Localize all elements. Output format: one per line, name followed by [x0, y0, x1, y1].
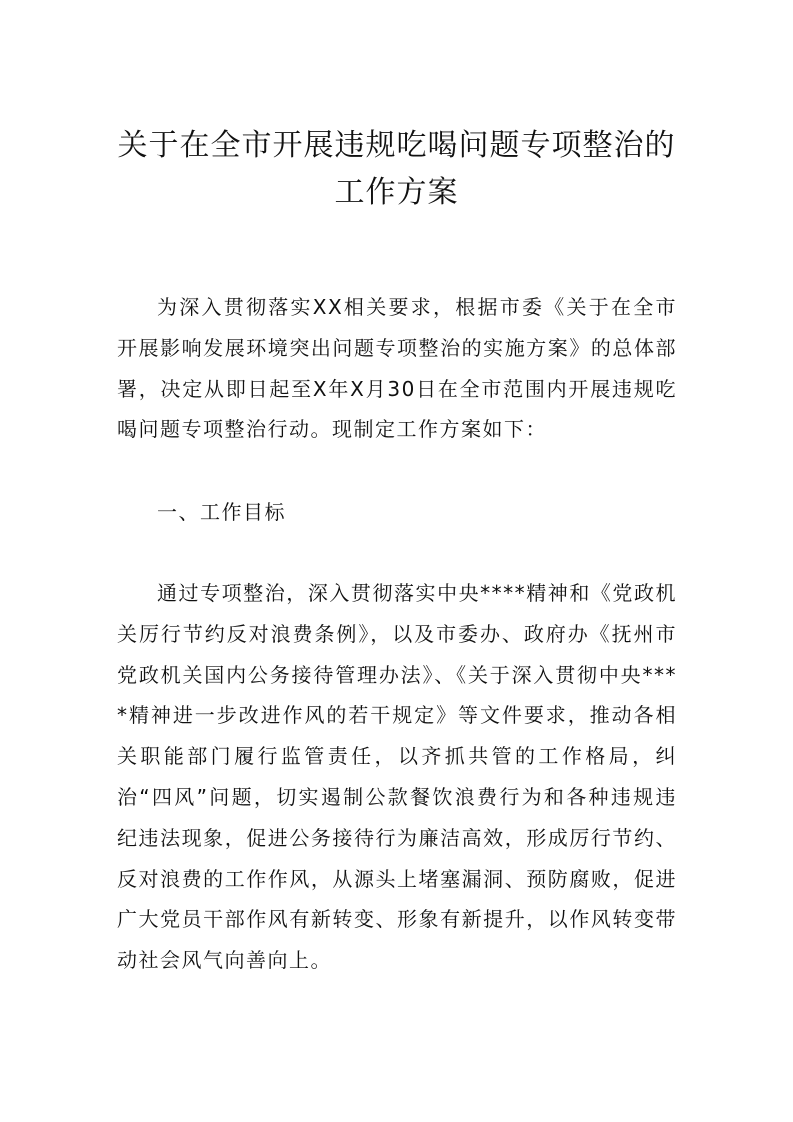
section-1-body: 通过专项整治，深入贯彻落实中央****精神和《党政机关厉行节约反对浪费条例》，以及市委办、政府办《抚州市党政机关国内公务接待管理办法》、《关于深入贯彻中央****精神进一步改进作风的若干规定》等文件要求，推动各相关职能部门履行监管责任，以齐抓共管的工作格局，纠治“四风”问题，切实遏制公款餐饮浪费行为和各种违规违纪违法现象，促进公务接待行为廉洁高效，形成厉行节约、反对浪费的工作作风，从源头上堵塞漏洞、预防腐败，促进广大党员干部作风有新转变、形象有新提升，以作风转变带动社会风气向善向上。 — [117, 581, 677, 973]
intro-paragraph: 为深入贯彻落实XX相关要求，根据市委《关于在全市开展影响发展环境突出问题专项整治的实施方案》的总体部署，决定从即日起至X年X月30日在全市范围内开展违规吃喝问题专项整治行动。现制定工作方案如下： — [117, 295, 677, 442]
document-title-line-1: 关于在全市开展违规吃喝问题专项整治的 — [117, 128, 676, 163]
document-title-line-2: 工作方案 — [334, 175, 459, 210]
section-1-heading: 一、工作目标 — [157, 500, 286, 524]
